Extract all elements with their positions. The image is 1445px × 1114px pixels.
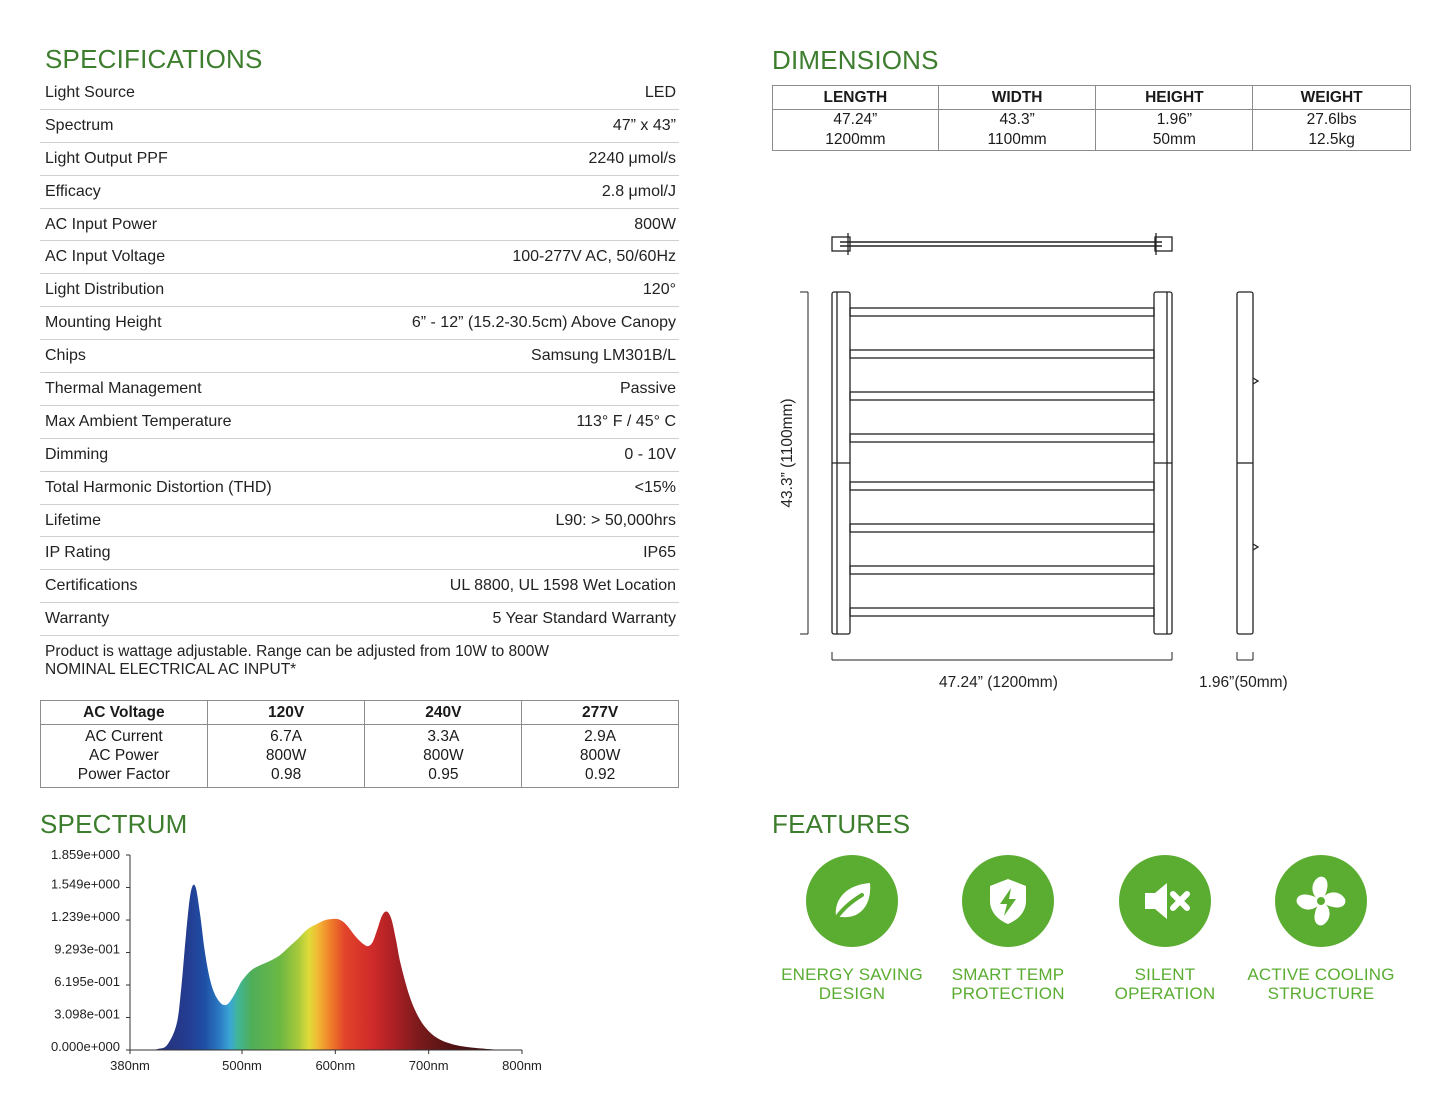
nominal-input-line: NOMINAL ELECTRICAL AC INPUT* bbox=[45, 661, 297, 678]
column-header: 277V bbox=[522, 701, 679, 725]
x-tick-label: 380nm bbox=[110, 1058, 150, 1073]
table-header-row bbox=[41, 701, 679, 725]
spec-label: Total Harmonic Distortion (THD) bbox=[45, 478, 272, 496]
x-tick-label: 800nm bbox=[502, 1058, 542, 1073]
x-axis-ticks bbox=[110, 1050, 542, 1073]
spec-row bbox=[40, 209, 679, 242]
feature-energy-saving bbox=[772, 855, 932, 1003]
spec-row bbox=[40, 340, 679, 373]
shield-bolt-icon bbox=[962, 855, 1054, 947]
table-cell: 2.9A bbox=[522, 725, 679, 747]
feature-label: STRUCTURE bbox=[1267, 984, 1375, 1003]
ac-input-table bbox=[40, 700, 679, 788]
x-tick-label: 500nm bbox=[222, 1058, 262, 1073]
spec-row bbox=[40, 274, 679, 307]
spec-label: Mounting Height bbox=[45, 314, 162, 332]
spec-value: Passive bbox=[619, 379, 676, 397]
spec-row bbox=[40, 439, 679, 472]
column-header: 240V bbox=[365, 701, 522, 725]
spec-value: UL 8800, UL 1598 Wet Location bbox=[449, 577, 676, 595]
spec-value: 800W bbox=[634, 215, 676, 233]
y-tick-label: 6.195e-001 bbox=[54, 974, 120, 990]
row-label: AC Power bbox=[88, 747, 159, 764]
row-label: AC Current bbox=[85, 728, 163, 745]
wattage-note bbox=[45, 643, 549, 679]
feature-label: SILENT bbox=[1134, 965, 1196, 984]
spec-value: L90: > 50,000hrs bbox=[555, 511, 676, 529]
spec-label: Efficacy bbox=[45, 182, 101, 200]
y-axis-ticks bbox=[51, 847, 130, 1054]
length-dimension-label: 47.24” (1200mm) bbox=[939, 674, 1058, 691]
metric-value: 12.5kg bbox=[1308, 131, 1355, 148]
metric-value: 1100mm bbox=[987, 131, 1047, 148]
spec-row bbox=[40, 603, 679, 636]
spec-value: 2.8 μmol/J bbox=[601, 182, 676, 200]
spec-row bbox=[40, 570, 679, 603]
x-tick-label: 600nm bbox=[315, 1058, 356, 1073]
feature-label: PROTECTION bbox=[951, 984, 1065, 1003]
spec-label: Light Output PPF bbox=[45, 149, 168, 167]
feature-smart-temp bbox=[928, 855, 1088, 1003]
wattage-note-line: Product is wattage adjustable. Range can be adjusted from 10W to 800W bbox=[45, 643, 550, 660]
table-cell: 800W bbox=[207, 746, 365, 766]
table-cell: 3.3A bbox=[365, 725, 522, 747]
spec-value: 100-277V AC, 50/60Hz bbox=[512, 248, 676, 266]
spec-value: <15% bbox=[634, 478, 676, 496]
spec-row bbox=[40, 472, 679, 505]
feature-active-cooling bbox=[1241, 855, 1401, 1003]
column-header: HEIGHT bbox=[1096, 86, 1253, 110]
imperial-value: 1.96” bbox=[1156, 111, 1193, 128]
spec-label: Certifications bbox=[45, 577, 138, 595]
spec-row bbox=[40, 406, 679, 439]
front-view bbox=[832, 292, 1172, 634]
dimensions-title: DIMENSIONS bbox=[772, 45, 939, 75]
table-cell: 0.92 bbox=[522, 766, 679, 788]
y-tick-label: 0.000e+000 bbox=[50, 1039, 120, 1054]
spec-value: LED bbox=[644, 83, 676, 101]
spec-value: 113° F / 45° C bbox=[576, 412, 676, 430]
spec-label: Max Ambient Temperature bbox=[45, 412, 232, 430]
y-tick-label: 1.239e+000 bbox=[50, 909, 120, 925]
dimension-lines bbox=[800, 292, 1253, 660]
y-tick-label: 1.549e+000 bbox=[50, 876, 120, 892]
table-cell: 800W bbox=[522, 746, 679, 766]
spec-value: 6” - 12” (15.2-30.5cm) Above Canopy bbox=[411, 314, 676, 332]
imperial-value: 47.24” bbox=[833, 111, 878, 128]
side-view bbox=[1237, 292, 1258, 634]
speaker-mute-icon bbox=[1119, 855, 1211, 947]
spec-value: 0 - 10V bbox=[624, 445, 676, 463]
spec-row bbox=[40, 505, 679, 538]
light-bars bbox=[850, 308, 1154, 616]
table-cell: 800W bbox=[365, 746, 522, 766]
spec-row bbox=[40, 307, 679, 340]
y-tick-label: 9.293e-001 bbox=[54, 941, 120, 957]
fan-icon bbox=[1275, 855, 1367, 947]
spec-row bbox=[40, 537, 679, 570]
spec-row bbox=[40, 241, 679, 274]
spec-row bbox=[40, 110, 679, 143]
column-header: 120V bbox=[207, 701, 365, 725]
spec-value: 5 Year Standard Warranty bbox=[492, 610, 676, 628]
table-cell bbox=[773, 110, 939, 151]
spec-label: Spectrum bbox=[45, 116, 114, 134]
feature-label: DESIGN bbox=[818, 984, 886, 1003]
imperial-value: 43.3” bbox=[999, 111, 1035, 128]
spec-value: 120° bbox=[642, 281, 676, 299]
features-title: FEATURES bbox=[772, 809, 911, 839]
feature-silent-operation bbox=[1085, 855, 1245, 1003]
specifications-list bbox=[40, 77, 679, 636]
spec-value: Samsung LM301B/L bbox=[531, 347, 676, 365]
table-cell: 6.7A bbox=[207, 725, 365, 747]
table-cell: 0.98 bbox=[207, 766, 365, 788]
table-header-row bbox=[773, 86, 1411, 110]
feature-label: ENERGY SAVING bbox=[781, 965, 923, 984]
spec-value: 2240 μmol/s bbox=[588, 149, 676, 167]
spectrum-chart bbox=[30, 845, 560, 1080]
depth-dimension-label: 1.96”(50mm) bbox=[1199, 674, 1288, 691]
y-tick-label: 1.859e+000 bbox=[50, 847, 120, 862]
y-tick-label: 3.098e-001 bbox=[54, 1006, 120, 1022]
column-header: AC Voltage bbox=[41, 701, 208, 725]
table-row bbox=[41, 746, 679, 766]
table-row bbox=[41, 766, 679, 788]
dimensions-table bbox=[772, 85, 1411, 151]
column-header: WEIGHT bbox=[1253, 86, 1411, 110]
leaf-icon bbox=[806, 855, 898, 947]
spectrum-curve bbox=[149, 885, 504, 1050]
specifications-title: SPECIFICATIONS bbox=[45, 44, 263, 74]
spec-label: Light Source bbox=[45, 83, 135, 101]
feature-label: SMART TEMP bbox=[951, 965, 1065, 984]
spec-row bbox=[40, 176, 679, 209]
table-row bbox=[41, 725, 679, 747]
feature-label: OPERATION bbox=[1114, 984, 1216, 1003]
spec-label: Light Distribution bbox=[45, 281, 165, 299]
top-view bbox=[832, 233, 1172, 255]
spec-label: IP Rating bbox=[45, 544, 111, 562]
spec-value: IP65 bbox=[643, 544, 676, 562]
spec-row bbox=[40, 373, 679, 406]
spec-label: Chips bbox=[45, 347, 86, 365]
metric-value: 50mm bbox=[1152, 131, 1196, 148]
spec-label: AC Input Power bbox=[45, 215, 158, 233]
row-label: Power Factor bbox=[77, 766, 170, 783]
feature-label: ACTIVE COOLING bbox=[1247, 965, 1395, 984]
table-cell: 0.95 bbox=[365, 766, 522, 788]
spec-row bbox=[40, 77, 679, 110]
height-dimension-label: 43.3” (1100mm) bbox=[779, 398, 796, 508]
spec-label: Warranty bbox=[45, 610, 110, 628]
x-tick-label: 700nm bbox=[408, 1058, 449, 1073]
table-cell bbox=[938, 110, 1096, 151]
spec-label: AC Input Voltage bbox=[45, 248, 166, 266]
table-cell bbox=[1253, 110, 1411, 151]
column-header: WIDTH bbox=[938, 86, 1096, 110]
imperial-value: 27.6lbs bbox=[1306, 111, 1357, 128]
spec-label: Lifetime bbox=[45, 511, 102, 529]
spectrum-title: SPECTRUM bbox=[40, 809, 188, 839]
spec-label: Dimming bbox=[45, 445, 109, 463]
fixture-technical-drawing bbox=[770, 220, 1330, 680]
spec-row bbox=[40, 143, 679, 176]
spec-label: Thermal Management bbox=[45, 379, 202, 397]
column-header: LENGTH bbox=[773, 86, 939, 110]
table-cell bbox=[1096, 110, 1253, 151]
spec-value: 47” x 43” bbox=[612, 116, 676, 134]
table-row bbox=[773, 110, 1411, 151]
metric-value: 1200mm bbox=[825, 131, 886, 148]
